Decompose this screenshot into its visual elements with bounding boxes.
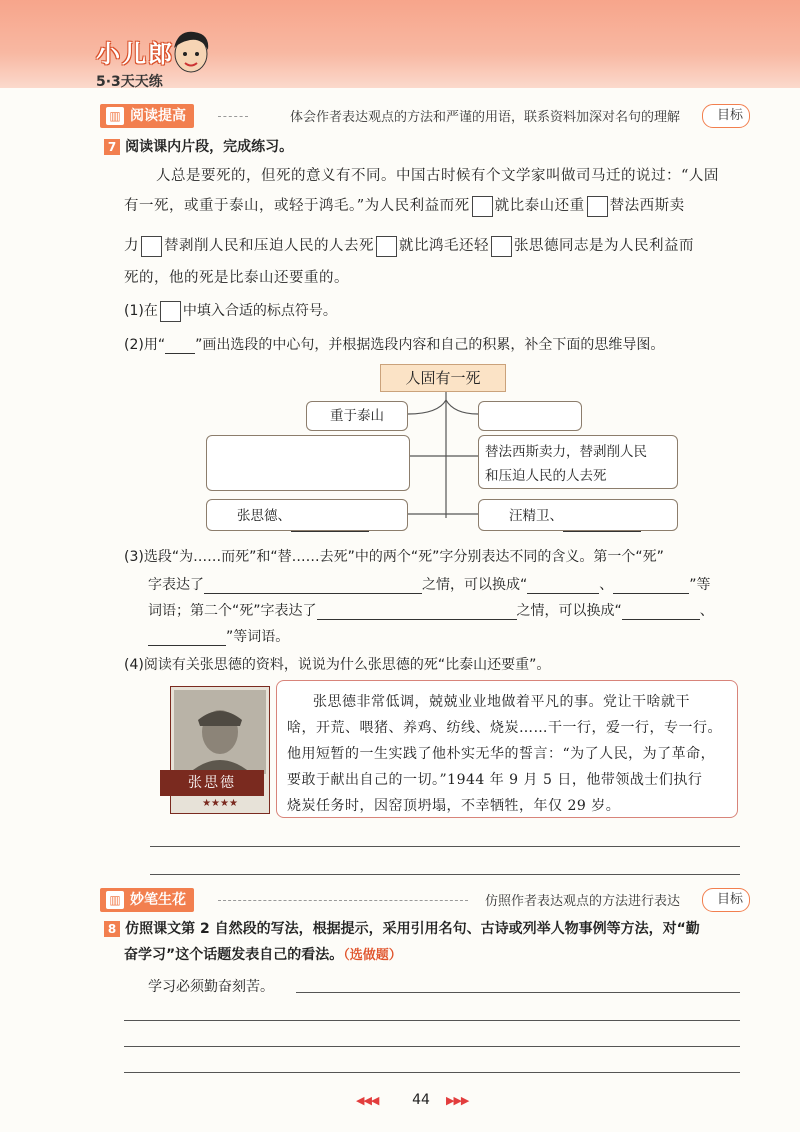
punctuation-box[interactable] xyxy=(472,196,493,217)
passage-line: 力 替剥削人民和压迫人民的人去死 就比鸿毛还轻 张思德同志是为人民利益而 xyxy=(124,234,694,257)
section-goal-text: 体会作者表达观点的方法和严谨的用语，联系资料加深对名句的理解 xyxy=(289,110,680,125)
answer-blank[interactable] xyxy=(527,577,599,594)
section-writing-header xyxy=(88,888,750,916)
section-goal-text: 仿照作者表达观点的方法进行表达 xyxy=(484,894,680,909)
answer-line[interactable] xyxy=(296,992,740,993)
answer-line[interactable] xyxy=(150,846,740,847)
punctuation-box[interactable] xyxy=(587,196,608,217)
passage-line: 人总是要死的，但死的意义有不同。中国古时候有个文学家叫做司马迁的说过：“人固 xyxy=(156,168,719,184)
brand-logo xyxy=(96,34,174,91)
zhang-side-info-card xyxy=(276,680,738,818)
answer-blank[interactable] xyxy=(563,513,641,532)
mascot-icon xyxy=(168,28,214,80)
subquestion-3-line: 字表达了 之情，可以换成“ 、 ”等 xyxy=(148,577,711,593)
mindmap-left-bottom: 张思德、 xyxy=(206,499,408,531)
prev-arrows-icon: ◀◀◀ xyxy=(356,1094,379,1107)
goal-tag: 目标 xyxy=(702,104,750,128)
question-7-title xyxy=(104,136,293,156)
section-badge: ▥ 妙笔生花 xyxy=(100,888,194,912)
answer-blank[interactable] xyxy=(317,603,517,620)
mindmap-left-mid-blank[interactable] xyxy=(206,435,410,491)
passage-line: 有一死，或重于泰山，或轻于鸿毛。”为人民利益而死 就比泰山还重 替法西斯卖 xyxy=(124,194,685,217)
question-number: 8 xyxy=(104,921,120,937)
brand-title: 小儿郎 xyxy=(96,40,174,68)
optional-tag: （选做题） xyxy=(343,948,402,963)
subquestion-3-line: 词语；第二个“死”字表达了 之情，可以换成“ 、 xyxy=(148,603,714,619)
info-line: 啥，开荒、喂猪、养鸡、纺线、烧炭……干一行，爱一行，专一行。 xyxy=(287,720,722,736)
mindmap-right-bottom: 汪精卫、 xyxy=(478,499,678,531)
subquestion-2: (2)用“ ”画出选段的中心句，并根据选段内容和自己的积累，补全下面的思维导图。 xyxy=(124,337,665,353)
essay-starter: 学习必须勤奋刻苦。 xyxy=(148,979,274,995)
punctuation-box[interactable] xyxy=(376,236,397,257)
question-prompt: 阅读课内片段，完成练习。 xyxy=(125,139,294,155)
mindmap-root: 人固有一死 xyxy=(380,364,506,392)
question-8 xyxy=(104,918,744,938)
punctuation-box[interactable] xyxy=(491,236,512,257)
book-icon: ▥ xyxy=(106,107,124,125)
subquestion-1: (1)在 中填入合适的标点符号。 xyxy=(124,300,337,322)
answer-blank[interactable] xyxy=(291,513,369,532)
subquestion-3-line: ”等词语。 xyxy=(148,626,289,646)
question-number: 7 xyxy=(104,139,120,155)
info-line: 要敢于献出自己的一切。”1944 年 9 月 5 日，他带领战士们执行 xyxy=(287,772,703,788)
info-line: 烧炭任务时，因窑顶坍塌，不幸牺牲，年仅 29 岁。 xyxy=(287,798,621,814)
svg-text:★★★★: ★★★★ xyxy=(202,798,238,809)
question-8-line2: 奋学习”这个话题发表自己的看法。（选做题） xyxy=(124,947,402,963)
info-line: 他用短暂的一生实践了他朴实无华的誓言：“为了人民，为了革命， xyxy=(287,746,716,762)
page-number: 44 xyxy=(412,1092,430,1108)
book-icon: ▥ xyxy=(106,891,124,909)
sample-box-icon xyxy=(160,301,181,322)
portrait-name-label: 张思德 xyxy=(160,770,264,796)
answer-blank[interactable] xyxy=(204,577,422,594)
section-badge: ▥ 阅读提高 xyxy=(100,104,194,128)
answer-blank[interactable] xyxy=(148,629,226,646)
mindmap-right-top-blank[interactable] xyxy=(478,401,582,431)
section-reading-header xyxy=(88,104,750,132)
answer-line[interactable] xyxy=(124,1046,740,1047)
passage-line: 死的，他的死是比泰山还要重的。 xyxy=(124,270,349,286)
punctuation-box[interactable] xyxy=(141,236,162,257)
mindmap-left-top: 重于泰山 xyxy=(306,401,408,431)
answer-blank[interactable] xyxy=(622,603,700,620)
answer-line[interactable] xyxy=(124,1020,740,1021)
answer-line[interactable] xyxy=(124,1072,740,1073)
answer-blank[interactable] xyxy=(613,577,689,594)
mindmap-right-mid: 替法西斯卖力，替剥削人民 和压迫人民的人去死 xyxy=(478,435,678,489)
subquestion-3: (3)选段“为……而死”和“替……去死”中的两个“死”字分别表达不同的含义。第一个“死” xyxy=(124,549,664,565)
brand-subtitle: 5·3天天练 xyxy=(96,74,163,90)
subquestion-4: (4)阅读有关张思德的资料，说说为什么张思德的死“比泰山还要重”。 xyxy=(124,657,551,673)
next-arrows-icon: ▶▶▶ xyxy=(446,1094,469,1107)
answer-line[interactable] xyxy=(150,874,740,875)
info-line: 张思德非常低调，兢兢业业地做着平凡的事。党让干啥就干 xyxy=(313,694,690,710)
question-prompt: 仿照课文第 2 自然段的写法，根据提示，采用引用名句、古诗或列举人物事例等方法，对“勤 xyxy=(125,921,700,937)
goal-tag: 目标 xyxy=(702,888,750,912)
